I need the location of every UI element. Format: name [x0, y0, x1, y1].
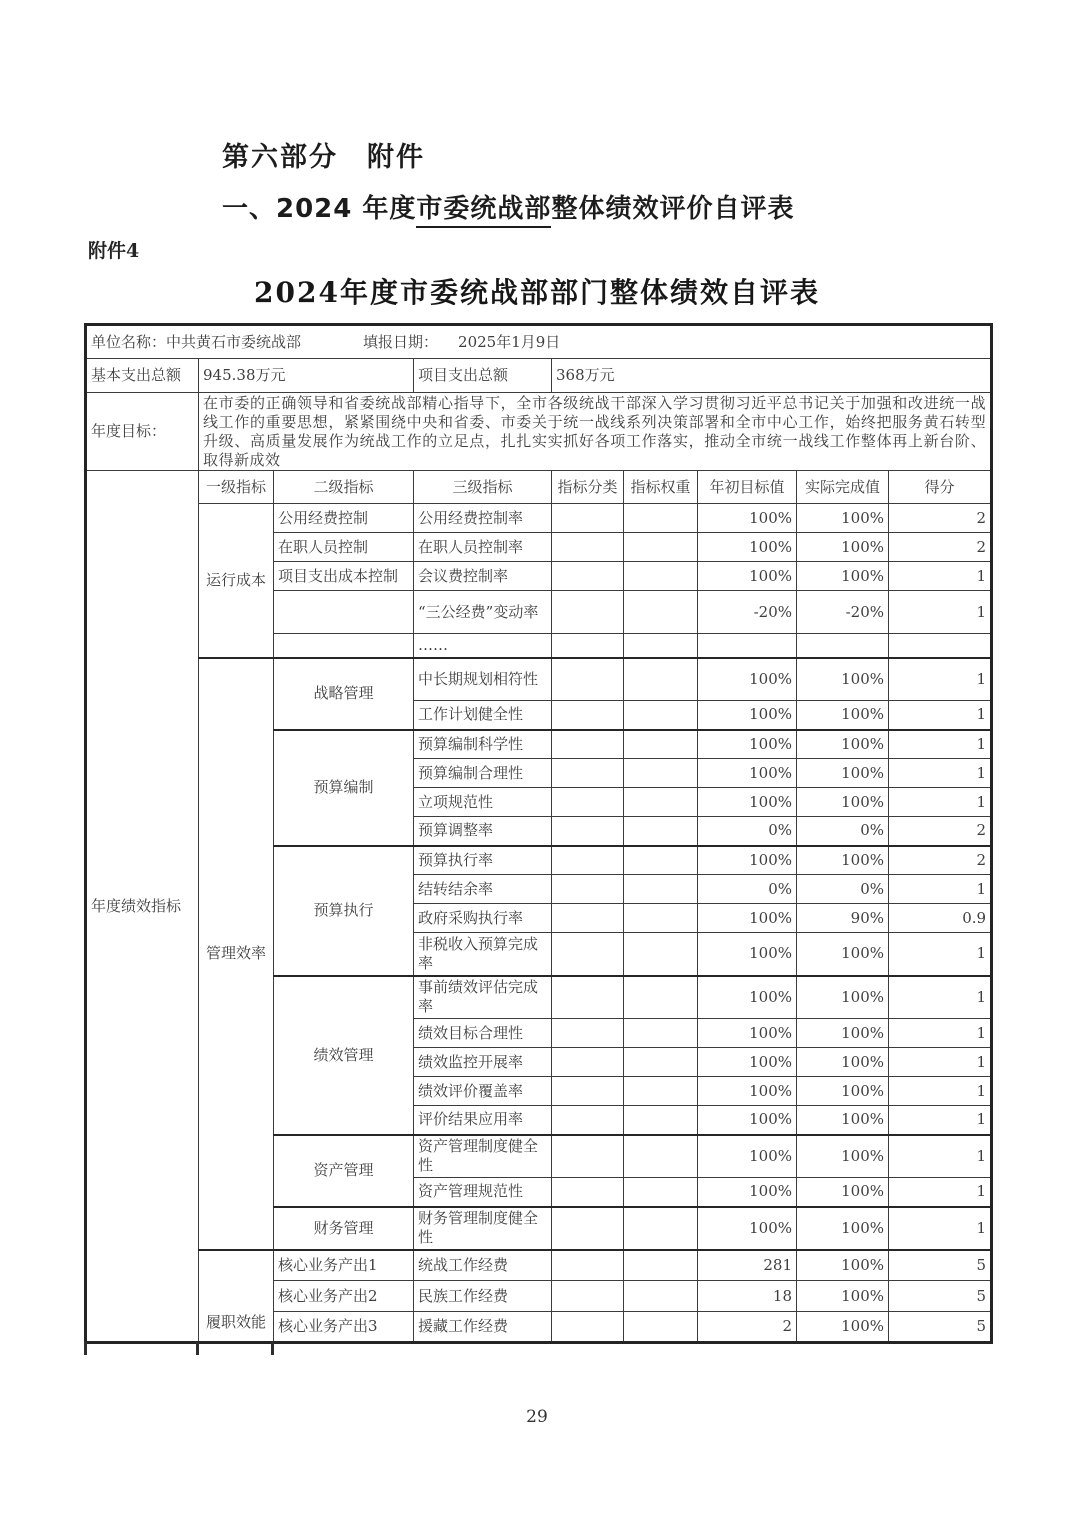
score-cell: 1 [889, 1135, 992, 1178]
target-value-cell: 281 [698, 1250, 797, 1281]
actual-value-cell: 100% [797, 1077, 889, 1106]
actual-value-cell: 100% [797, 658, 889, 701]
score-cell: 1 [889, 759, 992, 788]
indicator-class-cell [552, 904, 624, 933]
score-cell: 1 [889, 788, 992, 817]
score-cell: 2 [889, 533, 992, 562]
indicator-row [86, 1250, 992, 1281]
level3-indicator-cell: “三公经费”变动率 [414, 591, 552, 634]
sub-heading-suffix: 整体绩效评价自评表 [551, 194, 795, 224]
actual-value-cell: 100% [797, 562, 889, 591]
column-header-level3: 三级指标 [414, 471, 552, 504]
level3-indicator-cell: 绩效评价覆盖率 [414, 1077, 552, 1106]
project-expense-label: 项目支出总额 [414, 359, 552, 393]
actual-value-cell: 100% [797, 788, 889, 817]
indicator-weight-cell [624, 976, 698, 1019]
indicator-class-cell [552, 1178, 624, 1207]
indicator-class-cell [552, 591, 624, 634]
level3-indicator-cell: 资产管理制度健全性 [414, 1135, 552, 1178]
indicator-weight-cell [624, 1281, 698, 1312]
level2-indicator-cell: 资产管理 [274, 1135, 414, 1207]
score-cell: 1 [889, 1048, 992, 1077]
indicator-weight-cell [624, 562, 698, 591]
level3-indicator-cell: 预算调整率 [414, 817, 552, 846]
indicator-weight-cell [624, 904, 698, 933]
target-value-cell: 100% [698, 1207, 797, 1250]
indicator-row [86, 658, 992, 701]
score-cell: 2 [889, 504, 992, 533]
actual-value-cell: 100% [797, 701, 889, 730]
indicator-weight-cell [624, 788, 698, 817]
target-value-cell: 100% [698, 1135, 797, 1178]
target-value-cell: 18 [698, 1281, 797, 1312]
indicator-weight-cell [624, 1106, 698, 1135]
target-value-cell [698, 634, 797, 658]
actual-value-cell: 100% [797, 1281, 889, 1312]
table-row [86, 359, 992, 393]
level3-indicator-cell: 在职人员控制率 [414, 533, 552, 562]
score-cell: 1 [889, 1207, 992, 1250]
level3-indicator-cell: 援藏工作经费 [414, 1312, 552, 1343]
level3-indicator-cell: 中长期规划相符性 [414, 658, 552, 701]
indicator-weight-cell [624, 533, 698, 562]
indicator-weight-cell [624, 504, 698, 533]
score-cell: 1 [889, 701, 992, 730]
level3-indicator-cell: 预算编制科学性 [414, 730, 552, 759]
column-header-class: 指标分类 [552, 471, 624, 504]
indicator-weight-cell [624, 1250, 698, 1281]
indicator-weight-cell [624, 1019, 698, 1048]
level2-indicator-cell: 预算编制 [274, 730, 414, 846]
actual-value-cell: 100% [797, 1312, 889, 1343]
level3-indicator-cell: 绩效监控开展率 [414, 1048, 552, 1077]
indicator-class-cell [552, 875, 624, 904]
level3-indicator-cell: …… [414, 634, 552, 658]
sub-heading-prefix: 一、2024 年度 [222, 194, 417, 224]
indicator-weight-cell [624, 1178, 698, 1207]
target-value-cell: 2 [698, 1312, 797, 1343]
indicator-weight-cell [624, 1312, 698, 1343]
indicator-class-cell [552, 933, 624, 976]
score-cell: 1 [889, 591, 992, 634]
score-cell: 1 [889, 1019, 992, 1048]
basic-expense-label: 基本支出总额 [86, 359, 199, 393]
level2-indicator-cell: 财务管理 [274, 1207, 414, 1250]
score-cell: 0.9 [889, 904, 992, 933]
score-cell: 5 [889, 1312, 992, 1343]
indicator-class-cell [552, 846, 624, 875]
actual-value-cell: 100% [797, 1048, 889, 1077]
level2-indicator-cell: 在职人员控制 [274, 533, 414, 562]
score-cell: 5 [889, 1250, 992, 1281]
actual-value-cell: 100% [797, 933, 889, 976]
target-value-cell: 100% [698, 701, 797, 730]
actual-value-cell: 100% [797, 1178, 889, 1207]
attachment-label: 附件4 [88, 240, 140, 262]
basic-expense-value: 945.38万元 [199, 359, 414, 393]
target-value-cell: 100% [698, 1048, 797, 1077]
level1-indicator-cell: 履职效能 [199, 1250, 274, 1343]
indicator-class-cell [552, 634, 624, 658]
score-cell: 1 [889, 562, 992, 591]
indicator-class-cell [552, 1281, 624, 1312]
column-header-level2: 二级指标 [274, 471, 414, 504]
level2-indicator-cell: 公用经费控制 [274, 504, 414, 533]
table-row [86, 393, 992, 471]
indicator-class-cell [552, 788, 624, 817]
indicator-weight-cell [624, 591, 698, 634]
level2-indicator-cell: 预算执行 [274, 846, 414, 976]
actual-value-cell: -20% [797, 591, 889, 634]
level3-indicator-cell: 评价结果应用率 [414, 1106, 552, 1135]
sub-heading-underlined: 市委统战部 [416, 194, 551, 228]
actual-value-cell: 100% [797, 759, 889, 788]
actual-value-cell: 100% [797, 1250, 889, 1281]
indicator-weight-cell [624, 1077, 698, 1106]
level3-indicator-cell: 结转结余率 [414, 875, 552, 904]
actual-value-cell: 100% [797, 1106, 889, 1135]
indicator-class-cell [552, 1048, 624, 1077]
target-value-cell: 100% [698, 846, 797, 875]
level2-indicator-cell [274, 591, 414, 634]
actual-value-cell: 100% [797, 1207, 889, 1250]
actual-value-cell: 100% [797, 533, 889, 562]
indicator-class-cell [552, 817, 624, 846]
target-value-cell: 100% [698, 904, 797, 933]
target-value-cell: 100% [698, 562, 797, 591]
level2-indicator-cell [274, 634, 414, 658]
target-value-cell: 100% [698, 504, 797, 533]
level3-indicator-cell: 非税收入预算完成率 [414, 933, 552, 976]
level3-indicator-cell: 政府采购执行率 [414, 904, 552, 933]
score-cell: 1 [889, 933, 992, 976]
score-cell: 5 [889, 1281, 992, 1312]
indicator-weight-cell [624, 1048, 698, 1077]
indicator-weight-cell [624, 846, 698, 875]
indicator-weight-cell [624, 817, 698, 846]
target-value-cell: -20% [698, 591, 797, 634]
level3-indicator-cell: 民族工作经费 [414, 1281, 552, 1312]
level3-indicator-cell: 预算执行率 [414, 846, 552, 875]
page-number: 29 [526, 1407, 548, 1427]
actual-value-cell: 100% [797, 1019, 889, 1048]
indicator-class-cell [552, 1207, 624, 1250]
unit-value: 中共黄石市委统战部 [166, 332, 302, 351]
indicator-class-cell [552, 1077, 624, 1106]
section-heading: 第六部分 附件 [222, 142, 425, 173]
indicator-class-cell [552, 504, 624, 533]
column-header-target: 年初目标值 [698, 471, 797, 504]
indicator-class-cell [552, 1250, 624, 1281]
level3-indicator-cell: 资产管理规范性 [414, 1178, 552, 1207]
target-value-cell: 100% [698, 788, 797, 817]
column-header-score: 得分 [889, 471, 992, 504]
indicator-class-cell [552, 1019, 624, 1048]
self-evaluation-table [84, 323, 993, 1344]
indicator-row [86, 504, 992, 533]
level3-indicator-cell: 绩效目标合理性 [414, 1019, 552, 1048]
actual-value-cell: 0% [797, 817, 889, 846]
indicator-class-cell [552, 1312, 624, 1343]
actual-value-cell [797, 634, 889, 658]
unit-and-date-cell [86, 325, 992, 359]
target-value-cell: 100% [698, 759, 797, 788]
date-label: 填报日期： [363, 332, 439, 351]
target-value-cell: 0% [698, 875, 797, 904]
target-value-cell: 100% [698, 1178, 797, 1207]
annual-goal-text: 在市委的正确领导和省委统战部精心指导下，全市各级统战干部深入学习贯彻习近平总书记关于加强和改进统一战线工作的重要思想，紧紧围绕中央和省委、市委关于统一战线系列决策部署和全市中心工作，始终把服务黄石转型升级、高质量发展作为统战工作的立足点，扎扎实实抓好各项工作落实，推动全市统一战线工作整体再上新台阶、取得新成效 [199, 393, 992, 471]
actual-value-cell: 0% [797, 875, 889, 904]
indicator-class-cell [552, 759, 624, 788]
target-value-cell: 100% [698, 1077, 797, 1106]
indicator-class-cell [552, 1106, 624, 1135]
level3-indicator-cell: 会议费控制率 [414, 562, 552, 591]
actual-value-cell: 90% [797, 904, 889, 933]
score-cell: 2 [889, 817, 992, 846]
level3-indicator-cell: 工作计划健全性 [414, 701, 552, 730]
column-header-weight: 指标权重 [624, 471, 698, 504]
indicator-weight-cell [624, 875, 698, 904]
indicator-class-cell [552, 562, 624, 591]
score-cell: 1 [889, 658, 992, 701]
date-value: 2025年1月9日 [458, 332, 561, 351]
level2-indicator-cell: 项目支出成本控制 [274, 562, 414, 591]
indicator-weight-cell [624, 701, 698, 730]
table-continuation-mark [84, 1342, 87, 1355]
table-continuation-mark [196, 1342, 199, 1355]
level2-indicator-cell: 核心业务产出1 [274, 1250, 414, 1281]
target-value-cell: 100% [698, 933, 797, 976]
score-cell: 1 [889, 1077, 992, 1106]
level3-indicator-cell: 公用经费控制率 [414, 504, 552, 533]
level2-indicator-cell: 核心业务产出2 [274, 1281, 414, 1312]
level2-indicator-cell: 绩效管理 [274, 976, 414, 1135]
target-value-cell: 0% [698, 817, 797, 846]
indicator-class-cell [552, 533, 624, 562]
unit-label: 单位名称： [91, 332, 167, 351]
level3-indicator-cell: 事前绩效评估完成率 [414, 976, 552, 1019]
actual-value-cell: 100% [797, 1135, 889, 1178]
indicator-class-cell [552, 976, 624, 1019]
project-expense-value: 368万元 [552, 359, 992, 393]
actual-value-cell: 100% [797, 846, 889, 875]
column-header-actual: 实际完成值 [797, 471, 889, 504]
target-value-cell: 100% [698, 658, 797, 701]
target-value-cell: 100% [698, 1019, 797, 1048]
indicator-weight-cell [624, 1207, 698, 1250]
indicator-weight-cell [624, 759, 698, 788]
column-header-level1: 一级指标 [199, 471, 274, 504]
indicator-class-cell [552, 701, 624, 730]
table-row [86, 325, 992, 359]
indicator-weight-cell [624, 634, 698, 658]
actual-value-cell: 100% [797, 976, 889, 1019]
indicator-class-cell [552, 730, 624, 759]
score-cell: 1 [889, 730, 992, 759]
target-value-cell: 100% [698, 533, 797, 562]
level1-indicator-cell: 运行成本 [199, 504, 274, 658]
score-cell: 1 [889, 976, 992, 1019]
actual-value-cell: 100% [797, 730, 889, 759]
indicator-weight-cell [624, 730, 698, 759]
target-value-cell: 100% [698, 730, 797, 759]
table-title: 2024年度市委统战部部门整体绩效自评表 [254, 276, 820, 309]
level2-indicator-cell: 战略管理 [274, 658, 414, 730]
score-cell [889, 634, 992, 658]
score-cell: 1 [889, 1178, 992, 1207]
actual-value-cell: 100% [797, 504, 889, 533]
level3-indicator-cell: 统战工作经费 [414, 1250, 552, 1281]
table-continuation-mark [271, 1342, 274, 1355]
target-value-cell: 100% [698, 1106, 797, 1135]
score-cell: 1 [889, 1106, 992, 1135]
indicator-weight-cell [624, 933, 698, 976]
score-cell: 2 [889, 846, 992, 875]
level3-indicator-cell: 财务管理制度健全性 [414, 1207, 552, 1250]
annual-performance-indicator-cell: 年度绩效指标 [86, 471, 199, 1343]
indicator-weight-cell [624, 658, 698, 701]
indicator-class-cell [552, 658, 624, 701]
annual-goal-label: 年度目标： [86, 393, 199, 471]
level2-indicator-cell: 核心业务产出3 [274, 1312, 414, 1343]
level3-indicator-cell: 立项规范性 [414, 788, 552, 817]
level1-indicator-cell: 管理效率 [199, 658, 274, 1250]
score-cell: 1 [889, 875, 992, 904]
indicator-header-row [86, 471, 992, 504]
level3-indicator-cell: 预算编制合理性 [414, 759, 552, 788]
indicator-weight-cell [624, 1135, 698, 1178]
indicator-class-cell [552, 1135, 624, 1178]
target-value-cell: 100% [698, 976, 797, 1019]
sub-heading [222, 194, 794, 225]
